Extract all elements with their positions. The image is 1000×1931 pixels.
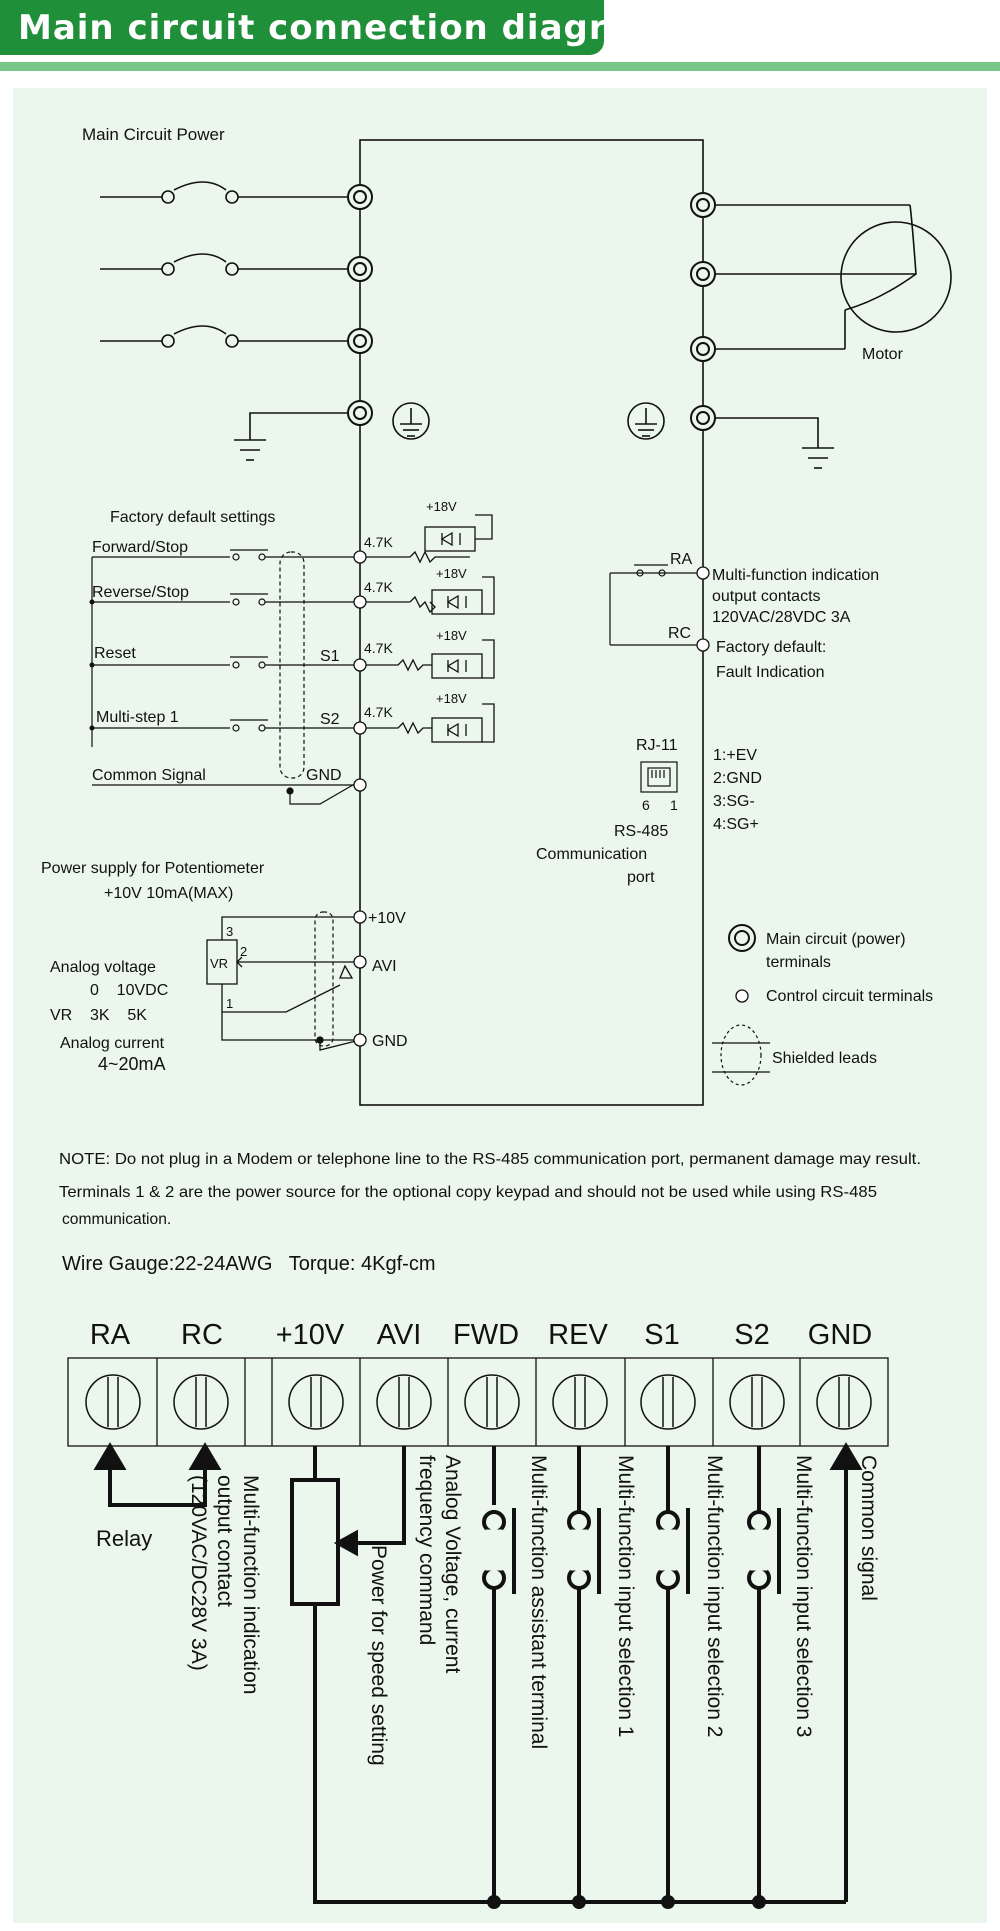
terminal-label-fwd: FWD xyxy=(452,1319,520,1351)
gnd-label: GND xyxy=(306,767,342,784)
vr-range: VR 3K 5K xyxy=(50,1007,147,1024)
rj11-pin6: 6 xyxy=(642,797,650,813)
mains-switch-1 xyxy=(100,182,347,203)
supply-18v-label: +18V xyxy=(426,499,457,514)
note-line: NOTE: Do not plug in a Modem or telephone line to the RS-485 communication port, permanent damage may result. xyxy=(59,1151,921,1168)
control-terminal xyxy=(354,779,366,791)
rj11-port-icon xyxy=(641,762,677,792)
desc-gnd: Common signal xyxy=(857,1455,880,1601)
ground-symbol-right xyxy=(715,418,834,468)
motor-label: Motor xyxy=(862,346,903,363)
supply-18v-label: +18V xyxy=(436,628,467,643)
control-terminal xyxy=(354,596,366,608)
pot-supply-label: Power supply for Potentiometer xyxy=(41,860,265,877)
factory-default-label: Factory default settings xyxy=(110,509,276,526)
wire-gauge-text: Wire Gauge:22-24AWG Torque: 4Kgf-cm xyxy=(62,1253,436,1275)
legend-control: Control circuit terminals xyxy=(766,988,934,1005)
desc-s1: Multi-function input selection 2 xyxy=(703,1455,726,1738)
screw-terminal-avi xyxy=(377,1375,431,1429)
control-terminal xyxy=(354,956,366,968)
input-label-reset: Reset xyxy=(94,645,136,662)
voltage-range: 0 10VDC xyxy=(90,982,169,999)
terminal-label-rc: RC xyxy=(181,1319,223,1351)
s2-label: S2 xyxy=(320,711,340,728)
desc-avi-line: Analog Voltage, current xyxy=(441,1455,464,1674)
desc-avi-line: frequency command xyxy=(415,1455,438,1646)
screw-terminal-rc xyxy=(174,1375,228,1429)
rs485-label: port xyxy=(627,869,655,886)
screw-terminal-s1 xyxy=(641,1375,695,1429)
desc-relay-line: (120VAC/DC28V 3A) xyxy=(187,1475,210,1671)
pin-assignment: 3:SG- xyxy=(713,793,755,810)
terminal-label-rev: REV xyxy=(548,1319,608,1351)
rj11-pin1: 1 xyxy=(670,797,678,813)
screw-terminal-gnd xyxy=(817,1375,871,1429)
drive-body xyxy=(360,140,703,1105)
pin-assignment: 4:SG+ xyxy=(713,816,759,833)
ground-symbol-left xyxy=(234,413,347,460)
resistor-label: 4.7K xyxy=(364,640,393,656)
control-terminal xyxy=(354,659,366,671)
legend-control-terminal-icon xyxy=(736,990,748,1002)
resistor-label: 4.7K xyxy=(364,534,393,550)
mains-switch-3 xyxy=(100,326,347,347)
relay-desc-line: output contacts xyxy=(712,588,821,605)
desc-s2: Multi-function input selection 3 xyxy=(792,1455,815,1738)
control-terminal xyxy=(354,551,366,563)
control-terminal xyxy=(354,911,366,923)
relay-label: Relay xyxy=(96,1526,153,1551)
terminal-label-avi: AVI xyxy=(376,1319,422,1351)
terminal-label-gnd: GND xyxy=(807,1319,873,1351)
relay-ra-label: RA xyxy=(670,551,693,568)
resistor-label: 4.7K xyxy=(364,704,393,720)
mains-switch-2 xyxy=(100,254,347,275)
note-line: Terminals 1 & 2 are the power source for the optional copy keypad and should not be used while using RS-485 xyxy=(59,1184,878,1201)
rj11-label: RJ-11 xyxy=(636,737,678,754)
relay-default-line: Factory default: xyxy=(716,639,827,656)
earth-icon xyxy=(628,403,664,439)
gnd-label: GND xyxy=(372,1033,408,1050)
shield-dotted-oval xyxy=(315,912,333,1046)
input-label-reverse: Reverse/Stop xyxy=(92,584,189,601)
desc-relay-line: Multi-function indication xyxy=(239,1475,262,1695)
terminal-wiring xyxy=(97,1446,859,1902)
relay-desc-line: Multi-function indication xyxy=(712,567,880,584)
input-label-multistep: Multi-step 1 xyxy=(96,709,179,726)
resistor-label: 4.7K xyxy=(364,579,393,595)
note-line: communication. xyxy=(62,1211,172,1228)
input-label-forward: Forward/Stop xyxy=(92,539,189,556)
supply-18v-label: +18V xyxy=(436,566,467,581)
terminal-label-s1: S1 xyxy=(644,1319,680,1351)
desc-relay-line: output contact xyxy=(213,1475,236,1607)
desc-pot: Power for speed setting xyxy=(367,1545,390,1766)
relay-desc-line: 120VAC/28VDC 3A xyxy=(712,609,851,626)
terminal-label-s2: S2 xyxy=(734,1319,770,1351)
screw-terminal-10v xyxy=(289,1375,343,1429)
screw-terminal-s2 xyxy=(730,1375,784,1429)
input-label-common: Common Signal xyxy=(92,767,206,784)
pot-pin-label: 2 xyxy=(240,944,248,959)
screw-terminal-rev xyxy=(553,1375,607,1429)
pin-assignment: 2:GND xyxy=(713,770,762,787)
vr-label: VR xyxy=(210,956,229,971)
pot-pin-label: 1 xyxy=(226,996,234,1011)
earth-icon xyxy=(393,403,429,439)
legend-main-terminal-icon xyxy=(729,925,755,951)
legend-main-line: terminals xyxy=(766,954,831,971)
relay-default-line: Fault Indication xyxy=(716,664,825,681)
pot-pin-label: 3 xyxy=(226,924,234,939)
control-terminal xyxy=(697,567,709,579)
rs485-label: Communication xyxy=(536,846,648,863)
s1-label: S1 xyxy=(320,648,340,665)
pot-supply-label: +10V 10mA(MAX) xyxy=(104,885,234,902)
control-terminal xyxy=(354,722,366,734)
current-range: 4~20mA xyxy=(98,1054,166,1074)
desc-rev: Multi-function input selection 1 xyxy=(614,1455,637,1738)
relay-rc-label: RC xyxy=(668,625,692,642)
legend-shielded: Shielded leads xyxy=(772,1050,877,1067)
legend-shield-icon xyxy=(712,1025,770,1085)
rs485-label: RS-485 xyxy=(614,823,669,840)
control-terminal xyxy=(354,1034,366,1046)
pin-assignment: 1:+EV xyxy=(713,747,758,764)
main-power-label: Main Circuit Power xyxy=(82,125,225,144)
terminal-label-10v: +10V xyxy=(275,1319,345,1351)
plus10v-label: +10V xyxy=(368,910,406,927)
motor-symbol xyxy=(715,205,951,349)
desc-fwd: Multi-function assistant terminal xyxy=(527,1455,550,1750)
legend-main-line: Main circuit (power) xyxy=(766,931,906,948)
avi-label: AVI xyxy=(372,958,397,975)
analog-current-label: Analog current xyxy=(60,1035,165,1052)
control-terminal xyxy=(697,639,709,651)
terminal-label-ra: RA xyxy=(89,1319,131,1351)
analog-voltage-label: Analog voltage xyxy=(50,959,156,976)
screw-terminal-fwd xyxy=(465,1375,519,1429)
page-title: Main circuit connection diagram xyxy=(18,8,668,48)
supply-18v-label: +18V xyxy=(436,691,467,706)
screw-terminal-ra xyxy=(86,1375,140,1429)
